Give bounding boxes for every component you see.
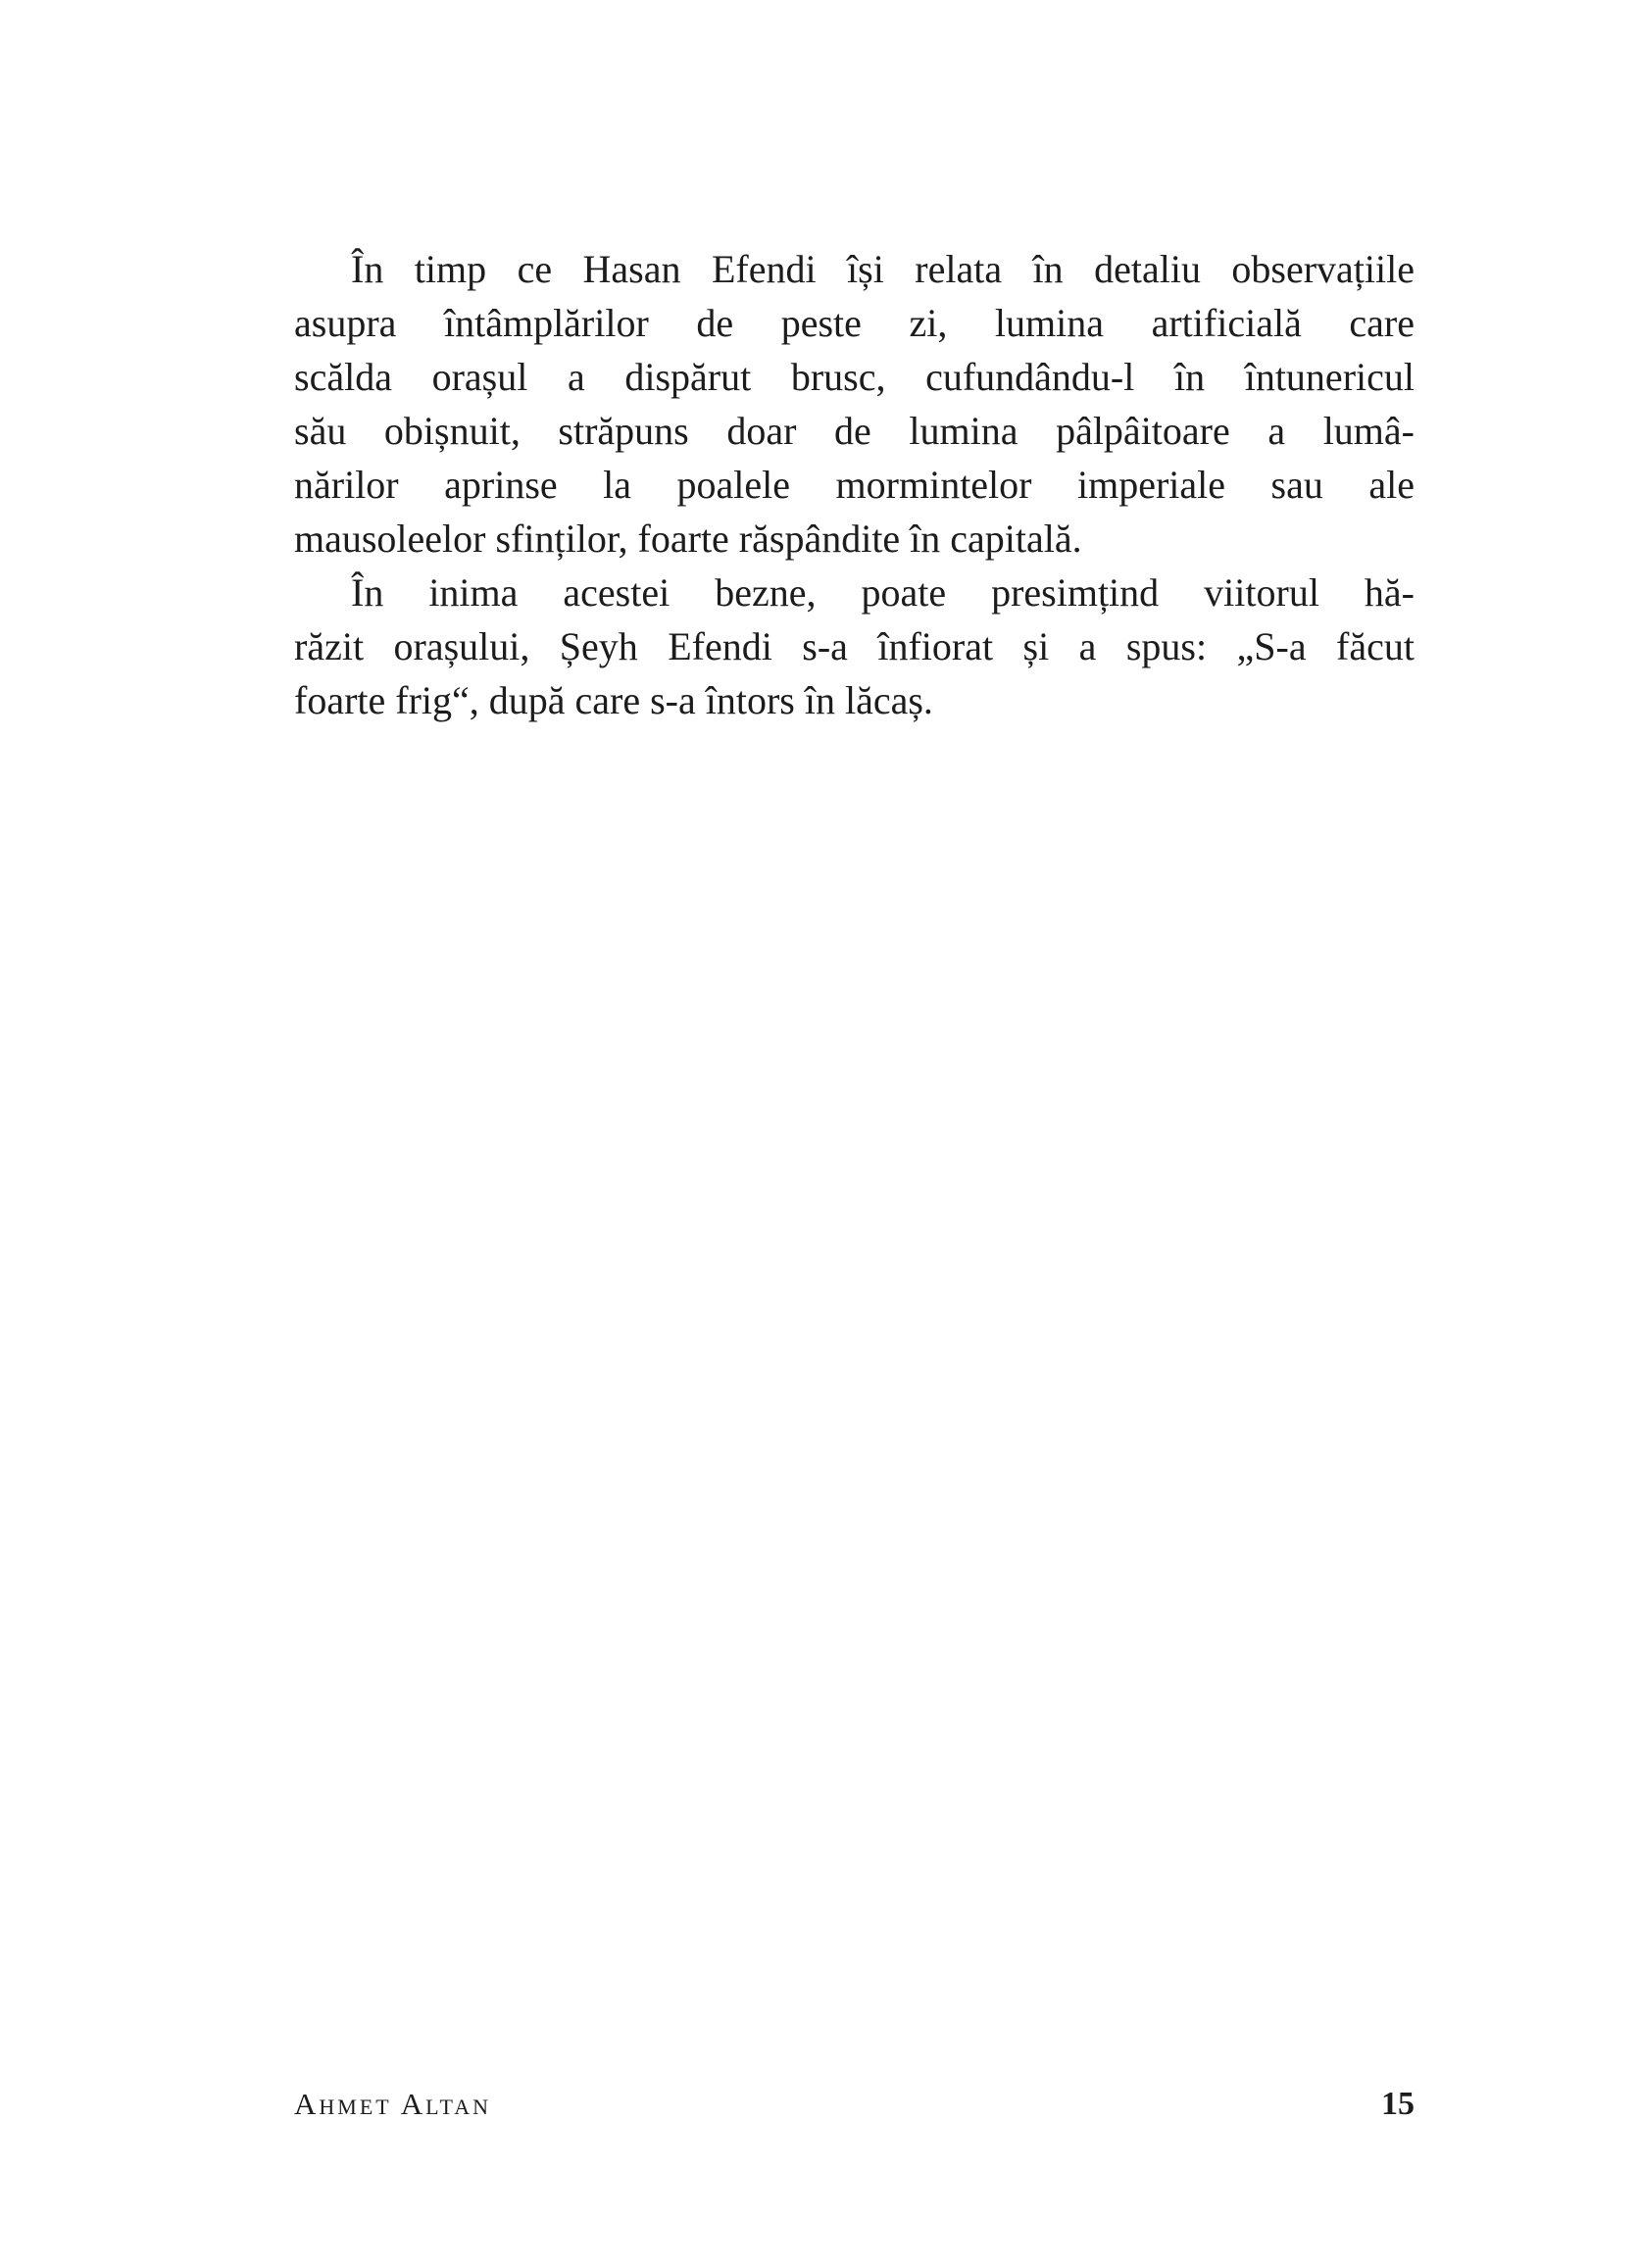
paragraph bbox=[294, 566, 1415, 727]
text-line: său obișnuit, străpuns doar de lumina pâlpâitoare a lumâ- bbox=[294, 409, 1415, 453]
author-name: Ahmet Altan bbox=[294, 2087, 492, 2121]
text-line: scălda orașul a dispărut brusc, cufundându-l în întunericul bbox=[294, 355, 1415, 399]
body-text bbox=[294, 242, 1415, 727]
paragraph bbox=[294, 242, 1415, 566]
text-line: În timp ce Hasan Efendi își relata în detaliu observațiile bbox=[351, 247, 1415, 291]
text-line: răzit orașului, Șeyh Efendi s-a înfiorat și a spus: „S-a făcut bbox=[294, 624, 1415, 668]
page-number: 15 bbox=[1381, 2086, 1415, 2122]
text-line: asupra întâmplărilor de peste zi, lumina artificială care bbox=[294, 301, 1415, 345]
text-line: nărilor aprinse la poalele mormintelor imperiale sau ale bbox=[294, 463, 1415, 507]
text-line: În inima acestei bezne, poate presimțind viitorul hă- bbox=[351, 570, 1415, 615]
text-line: mausoleelor sfinților, foarte răspândite în capitală. bbox=[294, 517, 1082, 561]
text-line: foarte frig“, după care s-a întors în lăcaș. bbox=[294, 678, 933, 722]
page-footer bbox=[294, 2086, 1415, 2123]
